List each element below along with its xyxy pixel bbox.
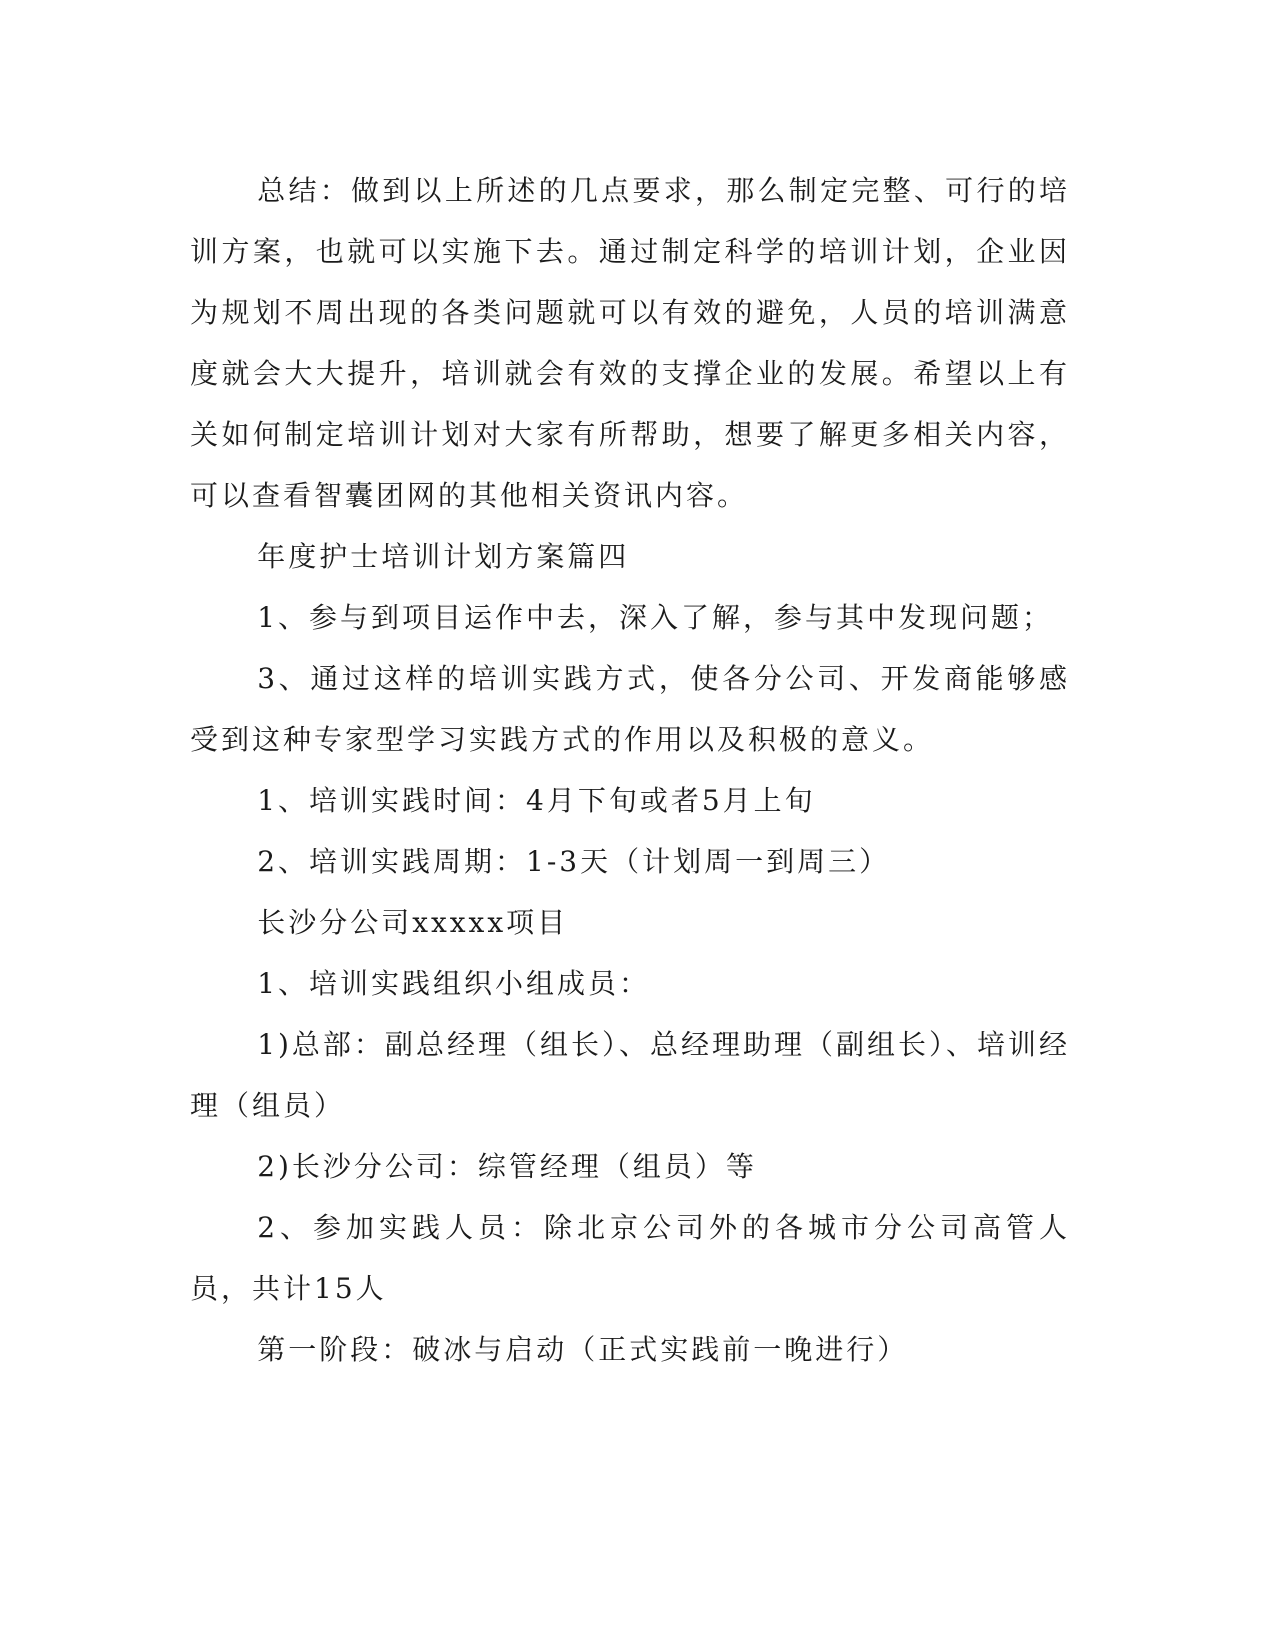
paragraph-item: 2)长沙分公司：综管经理（组员）等	[257, 1150, 757, 1183]
paragraph-item: 3、通过这样的培训实践方式，使各分公司、开发商能够感受到这种专家型学习实践方式的作用以及积极的意义。	[190, 662, 1070, 756]
paragraph-item: 1)总部：副总经理（组长）、总经理助理（副组长）、培训经理（组员）	[190, 1028, 1070, 1122]
paragraph-summary: 总结：做到以上所述的几点要求，那么制定完整、可行的培训方案，也就可以实施下去。通过制定科学的培训计划，企业因为规划不周出现的各类问题就可以有效的避免，人员的培训满意度就会大大提升，培训就会有效的支撑企业的发展。希望以上有关如何制定培训计划对大家有所帮助，想要了解更多相关内容，可以查看智囊团网的其他相关资讯内容。	[190, 174, 1070, 512]
document-body	[190, 160, 1070, 1380]
paragraph-item: 1、培训实践时间：4月下旬或者5月上旬	[257, 784, 816, 817]
paragraph-item: 2、培训实践周期：1-3天（计划周一到周三）	[257, 845, 891, 878]
paragraph-item: 1、参与到项目运作中去，深入了解，参与其中发现问题；	[257, 601, 1054, 634]
paragraph-item: 1、培训实践组织小组成员：	[257, 967, 651, 1000]
paragraph-item: 长沙分公司xxxxx项目	[257, 906, 569, 939]
paragraph-item: 第一阶段：破冰与启动（正式实践前一晚进行）	[257, 1333, 909, 1366]
section-heading: 年度护士培训计划方案篇四	[257, 540, 630, 573]
paragraph-item: 2、参加实践人员：除北京公司外的各城市分公司高管人员，共计15人	[190, 1211, 1070, 1305]
